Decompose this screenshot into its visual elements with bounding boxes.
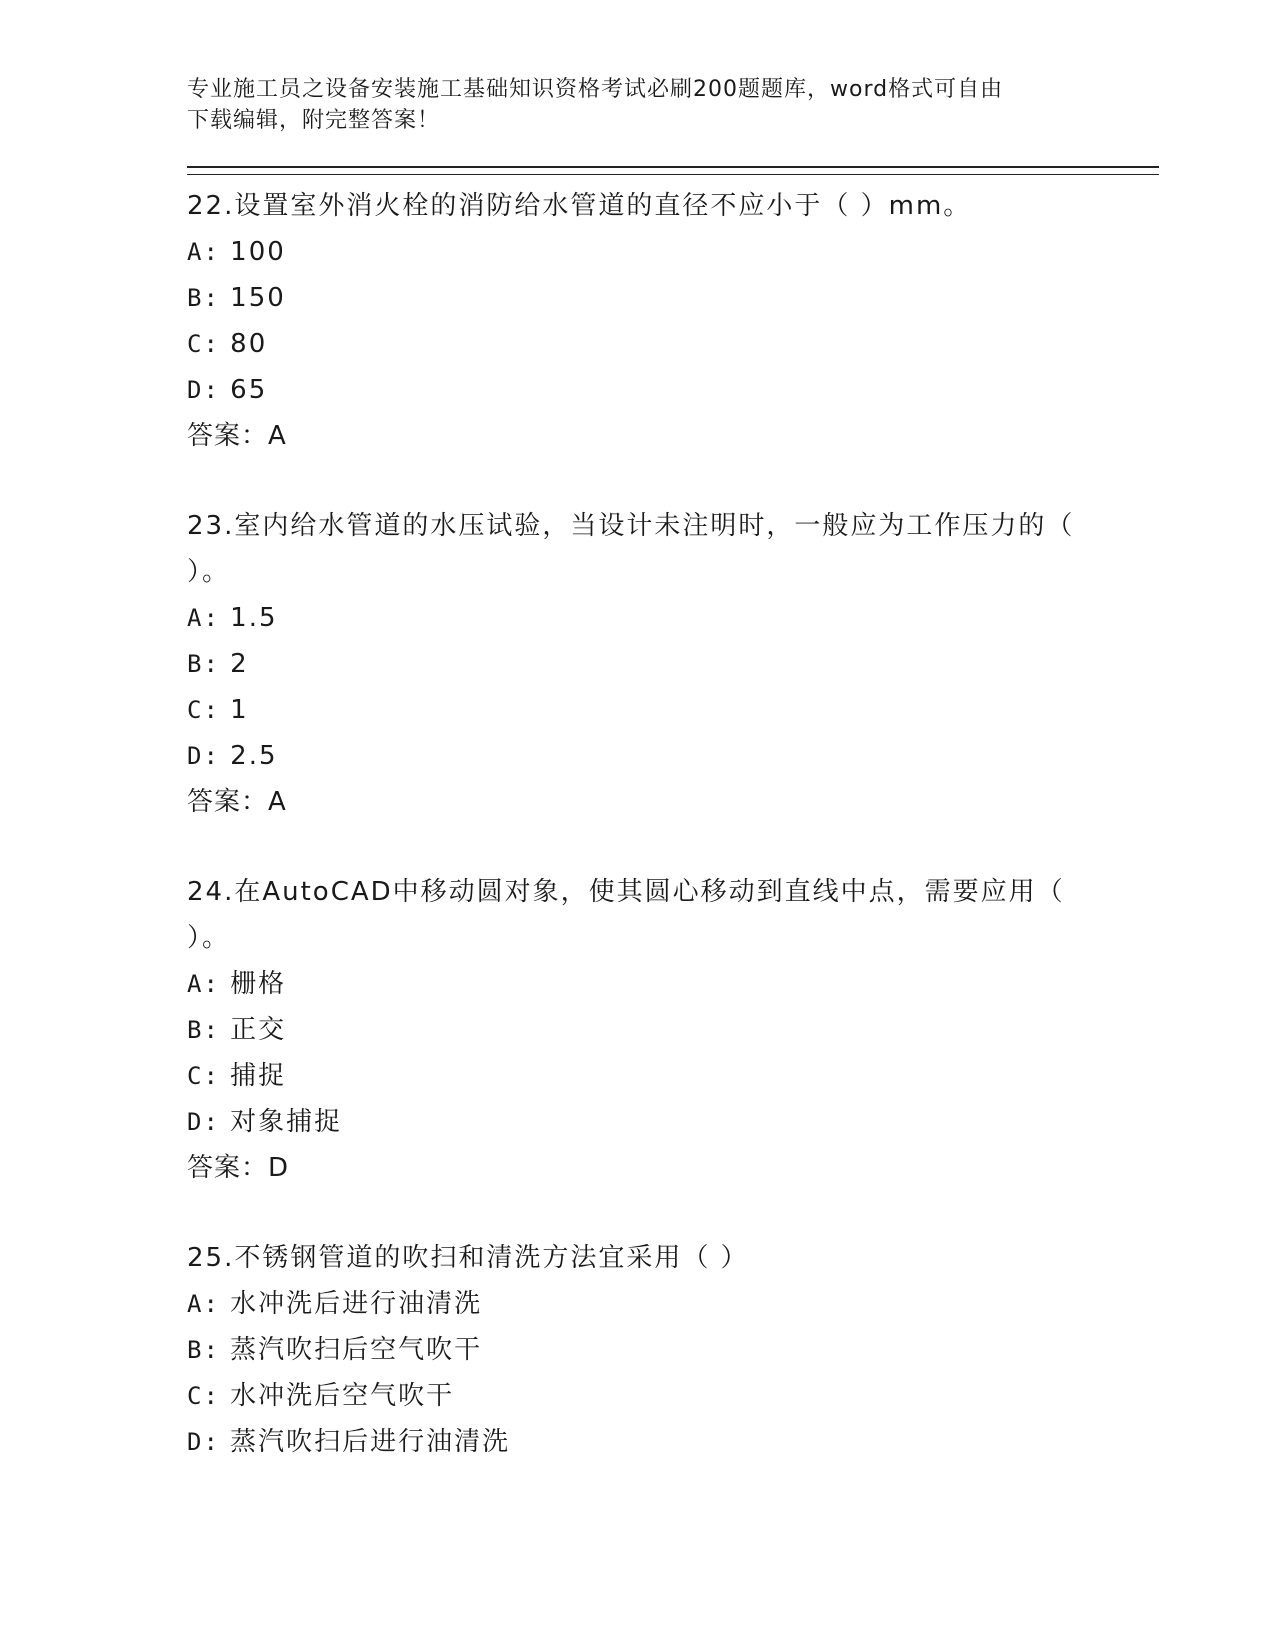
option-text: 100 [230,237,286,267]
option-letter: B: [187,650,220,678]
question-24 [187,869,1159,1191]
header-line-2: 下载编辑，附完整答案！ [187,108,441,133]
option-letter: D: [187,742,220,770]
option-letter: C: [187,1062,220,1090]
answer-label: 答案：A [187,421,287,451]
option-letter: A: [187,1290,220,1318]
option-text: 栅格 [230,969,287,999]
option-text: 蒸汽吹扫后空气吹干 [230,1335,483,1365]
option-letter: D: [187,376,220,404]
option-text: 80 [230,329,268,359]
option-letter: D: [187,1108,220,1136]
option-d [187,1099,1159,1145]
option-d [187,1419,1159,1465]
option-text: 65 [230,375,268,405]
question-text: 25.不锈钢管道的吹扫和清洗方法宜采用（ ） [187,1243,749,1273]
option-text: 2 [230,649,249,679]
option-a [187,961,1159,1007]
question-text: 24.在AutoCAD中移动圆对象，使其圆心移动到直线中点，需要应用（ ）。 [187,877,1065,953]
question-list [187,183,1159,1465]
question-25 [187,1235,1159,1465]
option-text: 正交 [230,1015,287,1045]
question-text: 22.设置室外消火栓的消防给水管道的直径不应小于（ ）mm。 [187,191,972,221]
option-b [187,1007,1159,1053]
option-letter: B: [187,284,220,312]
question-text: 23.室内给水管道的水压试验，当设计未注明时，一般应为工作压力的（ ）。 [187,511,1075,587]
option-letter: C: [187,1382,220,1410]
option-a [187,595,1159,641]
option-text: 水冲洗后空气吹干 [230,1381,455,1411]
option-a [187,1281,1159,1327]
option-text: 对象捕捉 [230,1107,343,1137]
option-c [187,1053,1159,1099]
option-text: 150 [230,283,286,313]
option-text: 2.5 [230,741,278,771]
option-b [187,641,1159,687]
option-letter: B: [187,1336,220,1364]
option-b [187,1327,1159,1373]
option-letter: C: [187,330,220,358]
option-letter: A: [187,970,220,998]
option-c [187,321,1159,367]
option-c [187,1373,1159,1419]
option-letter: A: [187,238,220,266]
option-d [187,733,1159,779]
question-23 [187,503,1159,825]
option-b [187,275,1159,321]
option-text: 水冲洗后进行油清洗 [230,1289,483,1319]
document-header [187,74,1067,136]
option-letter: C: [187,696,220,724]
option-d [187,367,1159,413]
question-22 [187,183,1159,459]
option-a [187,229,1159,275]
answer-label: 答案：D [187,1153,290,1183]
document-page [187,74,1159,1509]
option-letter: A: [187,604,220,632]
header-divider [187,166,1159,175]
option-c [187,687,1159,733]
option-text: 1 [230,695,249,725]
option-letter: D: [187,1428,220,1456]
option-text: 蒸汽吹扫后进行油清洗 [230,1427,511,1457]
option-letter: B: [187,1016,220,1044]
option-text: 1.5 [230,603,278,633]
option-text: 捕捉 [230,1061,287,1091]
answer-label: 答案：A [187,787,287,817]
header-line-1: 专业施工员之设备安装施工基础知识资格考试必刷200题题库，word格式可自由 [187,77,1004,102]
